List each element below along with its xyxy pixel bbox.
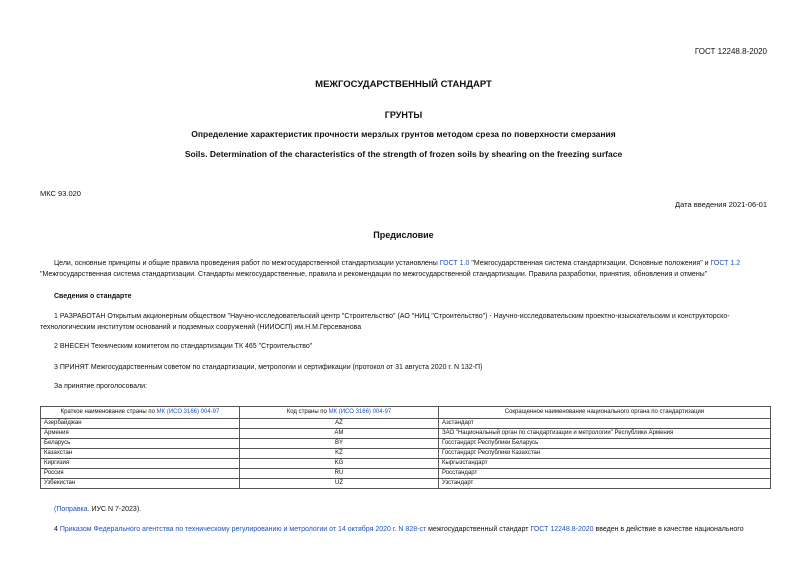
preface-paragraph [40, 258, 770, 280]
code-cell: AZ [240, 419, 439, 429]
standard-kind-heading: МЕЖГОСУДАРСТВЕННЫЙ СТАНДАРТ [315, 79, 492, 90]
mk-iso-link[interactable]: МК (ИСО 3166) 004-97 [328, 409, 392, 415]
introduction-date: Дата введения 2021-06-01 [675, 200, 767, 209]
column-header-country [41, 407, 240, 419]
preface-text-a: Цели, основные принципы и общие правила проведения работ по межгосударственной стандартизации установлены [54, 260, 438, 267]
item-1-developed: 1 РАЗРАБОТАН Открытым акционерным обществом "Научно-исследовательский центр "Строительство" (АО "НИЦ "Строительство") - Научно-исследовательским проектно-изыскательским и конструкторско-технологическим институтом оснований и подземных сооружений (НИИОСП) им.Н.М.Герсеванова [40, 313, 730, 331]
gost-12248-link[interactable]: ГОСТ 12248.8-2020 [530, 526, 594, 533]
body-cell: Госстандарт Республики Беларусь [439, 439, 771, 449]
country-cell: Россия [41, 469, 240, 479]
body-cell: Госстандарт Республики Казахстан [439, 449, 771, 459]
table-row [41, 479, 771, 489]
code-cell: KZ [240, 449, 439, 459]
document-subtitle-ru: Определение характеристик прочности мерзлых грунтов методом среза по поверхности смерзания [191, 129, 616, 139]
table-row [41, 439, 771, 449]
item-3-adopted: 3 ПРИНЯТ Межгосударственным советом по стандартизации, метрологии и сертификации (протокол от 31 августа 2020 г. N 132-П) [54, 364, 483, 371]
countries-table [40, 406, 771, 489]
code-cell: UZ [240, 479, 439, 489]
country-cell: Казахстан [41, 449, 240, 459]
body-cell: Узстандарт [439, 479, 771, 489]
preface-text-c: "Межгосударственная система стандартизации. Стандарты межгосударственные, правила и рекомендации по межгосударственной стандартизации. Правила разработки, принятия, обновления и отмены" [40, 271, 708, 278]
item-2-introduced: 2 ВНЕСЕН Техническим комитетом по стандартизации ТК 465 "Строительство" [54, 343, 313, 350]
code-cell: BY [240, 439, 439, 449]
column-header-body: Сокращенное наименование национального органа по стандартизации [439, 407, 771, 419]
country-cell: Армения [41, 429, 240, 439]
column-header-country-text: Краткое наименование страны по [60, 409, 155, 415]
column-header-code [240, 407, 439, 419]
amendment-link[interactable]: (Поправка. [54, 506, 90, 513]
amendment-note [40, 504, 770, 515]
table-row [41, 449, 771, 459]
amendment-text: ИУС N 7-2023). [89, 506, 142, 513]
standard-info-heading: Сведения о стандарте [54, 293, 132, 300]
table-header-row [41, 407, 771, 419]
preface-heading: Предисловие [373, 230, 434, 240]
body-cell: Кыргызстандарт [439, 459, 771, 469]
column-header-code-text: Код страны по [286, 409, 327, 415]
mk-iso-link[interactable]: МК (ИСО 3166) 004-97 [156, 409, 220, 415]
table-row [41, 459, 771, 469]
country-cell: Беларусь [41, 439, 240, 449]
voted-label: За принятие проголосовали: [54, 383, 147, 390]
item-4-text: межгосударственный стандарт [428, 526, 529, 533]
body-cell: ЗАО "Национальный орган по стандартизации и метрологии" Республики Армения [439, 429, 771, 439]
mks-code: МКС 93.020 [40, 189, 81, 198]
code-cell: AM [240, 429, 439, 439]
country-cell: Азербайджан [41, 419, 240, 429]
item-4-text-end: введен в действие в качестве национального [595, 526, 744, 533]
body-cell: Азстандарт [439, 419, 771, 429]
item-4-number: 4 [54, 526, 58, 533]
country-cell: Узбекистан [41, 479, 240, 489]
order-link[interactable]: Приказом Федерального агентства по техническому регулированию и метрологии от 14 октября 2020 г. N 828-ст [59, 526, 427, 533]
document-title: ГРУНТЫ [384, 110, 423, 120]
table-row [41, 469, 771, 479]
gost-1-2-link[interactable]: ГОСТ 1.2 [710, 260, 741, 267]
country-cell: Киргизия [41, 459, 240, 469]
preface-text-b: "Межгосударственная система стандартизации. Основные положения" и [471, 260, 709, 267]
document-subtitle-en: Soils. Determination of the characteristics of the strength of frozen soils by shearing on the freezing surface [184, 149, 623, 159]
code-cell: RU [240, 469, 439, 479]
body-cell: Росстандарт [439, 469, 771, 479]
gost-1-0-link[interactable]: ГОСТ 1.0 [439, 260, 470, 267]
code-cell: KG [240, 459, 439, 469]
document-number: ГОСТ 12248.8-2020 [694, 47, 767, 56]
table-row [41, 419, 771, 429]
table-row [41, 429, 771, 439]
item-4-order [40, 524, 770, 535]
